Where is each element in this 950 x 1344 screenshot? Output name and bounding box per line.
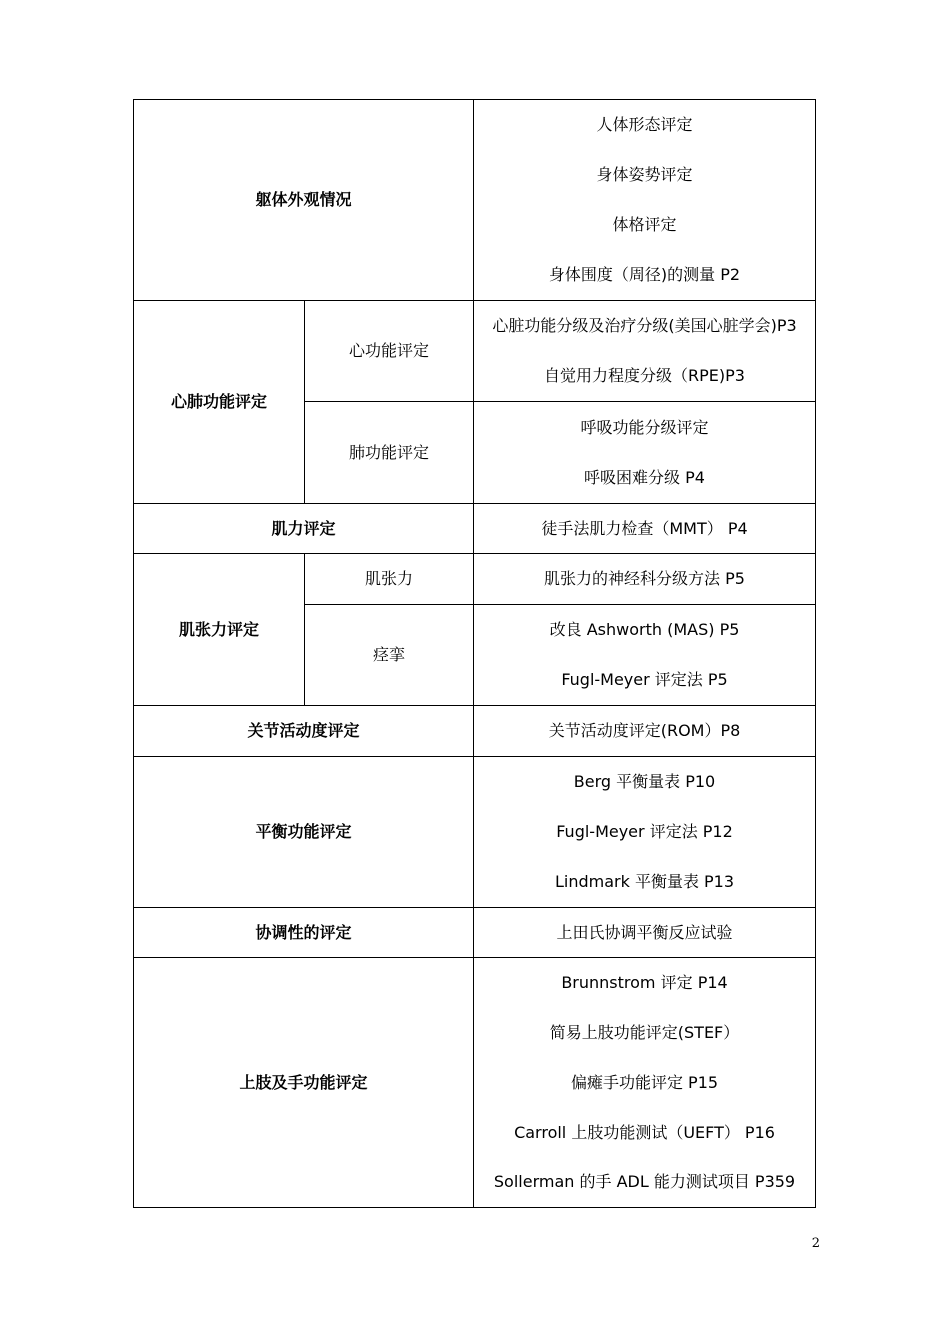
list-item: 偏瘫手功能评定 P15 [570,1072,719,1092]
items-cell [474,301,816,402]
category-cell [134,100,474,301]
items-cell [474,402,816,504]
table-row-upper-limb [134,958,816,1208]
category-cell [134,301,305,504]
list-item: Sollerman 的手 ADL 能力测试项目 P359 [493,1172,796,1192]
table-row-balance [134,757,816,908]
list-item: 心脏功能分级及治疗分级(美国心脏学会)P3 [492,316,797,336]
category-cell [134,706,474,757]
items-cell [474,554,816,605]
table-row-coordination [134,908,816,958]
list-item: Carroll 上肢功能测试（UEFT） P16 [514,1122,775,1142]
subcategory-label: 肌张力 [365,569,414,589]
category-label: 关节活动度评定 [247,721,360,741]
subcategory-cell [305,605,474,706]
table-row-heart [134,301,816,402]
items-cell [474,958,816,1208]
subcategory-cell [305,301,474,402]
category-cell [134,757,474,908]
list-item: Berg 平衡量表 P10 [573,772,716,792]
items-cell [474,100,816,301]
table-row-muscle-strength [134,504,816,554]
list-item: Fugl-Meyer 评定法 P5 [561,670,728,690]
subcategory-label: 痉挛 [373,645,406,665]
list-item: 肌张力的神经科分级方法 P5 [544,569,745,589]
list-item: 呼吸功能分级评定 [580,417,709,437]
category-label: 肌张力评定 [178,619,259,639]
table-row-muscle-tone [134,554,816,605]
category-label: 心肺功能评定 [170,392,267,412]
items-cell [474,757,816,908]
category-label: 上肢及手功能评定 [239,1072,368,1092]
list-item: Lindmark 平衡量表 P13 [554,872,735,892]
list-item: 自觉用力程度分级（RPE)P3 [544,366,745,386]
table-row-body-appearance [134,100,816,301]
list-item: 徒手法肌力检查（MMT） P4 [541,518,748,538]
category-cell [134,958,474,1208]
category-cell [134,554,305,706]
table-row-rom [134,706,816,757]
list-item: 关节活动度评定(ROM）P8 [548,721,741,741]
list-item: Brunnstrom 评定 P14 [561,973,728,993]
list-item: 身体姿势评定 [596,165,693,185]
subcategory-cell [305,554,474,605]
category-label: 躯体外观情况 [255,190,352,210]
list-item: 呼吸困难分级 P4 [584,468,705,488]
list-item: 上田氏协调平衡反应试验 [556,922,733,942]
list-item: 体格评定 [612,215,677,235]
category-cell [134,504,474,554]
items-cell [474,706,816,757]
category-cell [134,908,474,958]
list-item: 简易上肢功能评定(STEF） [549,1023,740,1043]
items-cell [474,908,816,958]
items-cell [474,605,816,706]
list-item: Fugl-Meyer 评定法 P12 [556,822,733,842]
list-item: 人体形态评定 [596,115,693,135]
subcategory-label: 肺功能评定 [349,442,430,462]
category-label: 平衡功能评定 [255,822,352,842]
list-item: 改良 Ashworth (MAS) P5 [549,620,740,640]
list-item: 身体围度（周径)的测量 P2 [548,265,741,285]
items-cell [474,504,816,554]
page-number: 2 [811,1236,820,1251]
evaluation-table [133,99,816,1208]
subcategory-cell [305,402,474,504]
category-label: 协调性的评定 [255,922,352,942]
category-label: 肌力评定 [271,518,336,538]
subcategory-label: 心功能评定 [349,341,430,361]
